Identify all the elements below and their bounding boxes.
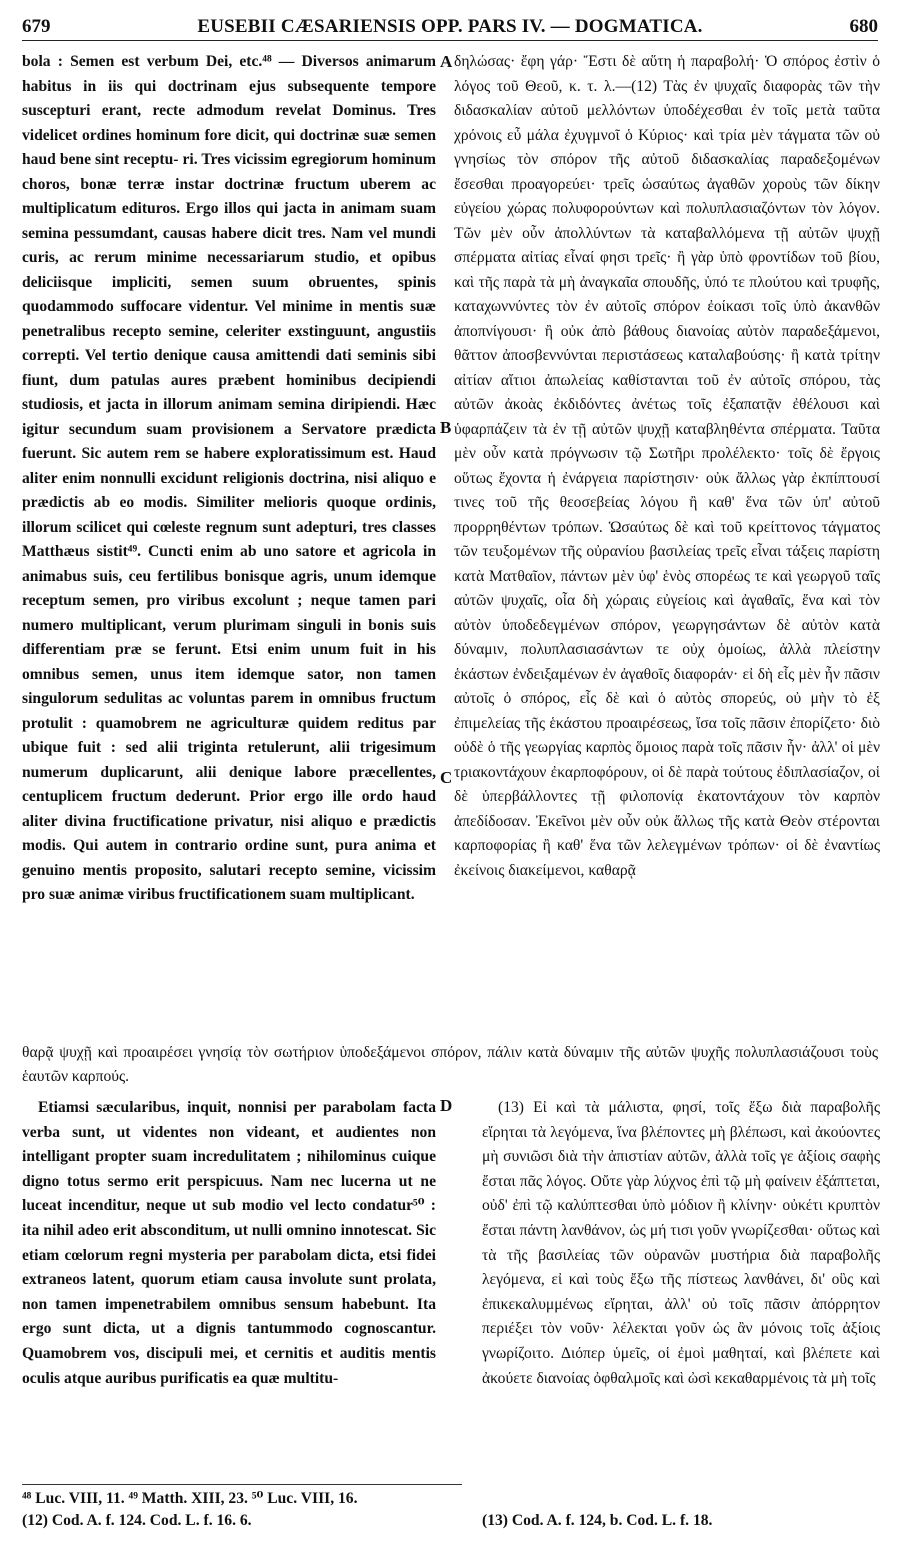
margin-marker-a: A	[440, 52, 453, 71]
latin-column	[22, 50, 436, 908]
footnote-references: ⁴⁸ Luc. VIII, 11. ⁴⁹ Matth. XIII, 23. ⁵⁰ Luc. VIII, 16.	[22, 1490, 358, 1507]
latin-column-2	[22, 1096, 436, 1391]
page-number-right: 680	[849, 16, 878, 37]
footnote-latin-source: (12) Cod. A. f. 124. Cod. L. f. 16. 6.	[22, 1512, 252, 1529]
running-head	[22, 6, 878, 41]
margin-marker-c: C	[440, 768, 453, 787]
footnote-rule	[22, 1484, 462, 1485]
full-width-greek	[22, 1041, 878, 1089]
latin-paragraph-2: Etiamsi sæcularibus, inquit, nonnisi per parabolam facta verba sunt, ut videntes non videant, et audientes non intelligant propter suam incredulitatem ; nihilominus cuique digno totus sermo erit perspicuus. Nam nec lucerna ut ne luceat incenditur, neque ut sub modio vel lecto condatur⁵⁰ : ita nihil adeo erit absconditum, ut nulli omnino innotescat. Sic etiam cœlorum regni mysteria per parabolam dicta, etsi fidei extraneos latent, quorum etiam causa involute sunt prolata, non tamen impenetrabilem omnibus sensum habebunt. Ita ergo sunt dicta, ut a dignis tantummodo cognoscantur. Quamobrem vos, discipuli mei, et cernitis et auditis mentis oculis atque auribus purificatis ea quæ multitu-	[22, 1099, 436, 1387]
footnote-greek-source: (13) Cod. A. f. 124, b. Cod. L. f. 18.	[482, 1512, 713, 1529]
page-number-left: 679	[22, 16, 51, 37]
latin-paragraph: bola : Semen est verbum Dei, etc.⁴⁸ — Diversos animarum habitus in iis qui doctrinam ejus subsequente tempore suscepturi erant, recte admodum revelat Dominus. Tres videlicet ordines hominum fore dicit, qui doctrinæ suæ semen haud bene sint receptu- ri. Tres vicissim egregiorum hominum choros, bonæ terræ instar doctrinæ fructum uberem ac multiplicatum edituros. Ergo illos qui jacta in animam suam semina pessumdant, causas habere dicit tres. Nam vel mundi curis, ac rerum minime necessariarum studio, et opibus deliciisque impliciti, semen suum obruentes, spinis quodammodo suffocare videntur. Vel minime in mentis suæ penetralibus recepto semine, celeriter exstinguunt, angustiis correpti. Vel tertio denique causa amittendi dati seminis sibi fiunt, dum patulas aures præbent hominibus decipiendi studiosis, et jacta in illorum animam semina diripiendi. Hæc igitur secundum suam provisionem a Servatore prædicta fuerunt. Sic autem rem se habere exploratissimum est. Haud aliter enim nonnulli excidunt religionis doctrina, nisi aliquo e prædictis ab eo modis. Similiter melioris quoque ordinis, illorum scilicet qui cœleste regnum sunt adepturi, tres classes Matthæus sistit⁴⁹. Cuncti enim ab uno satore et agricola in animabus suis, ceu fertilibus bonisque agris, unum idemque receptum semen, pro viribus excolunt ; neque tamen pari numero multiplicant, verum plurimam singuli in bonis suis differentiam præ se ferunt. Etsi enim unum fuit in his omnibus semen, unus item idemque sator, non tamen singulorum sedulitas ac voluntas parem in omnibus fructum protulit : quamobrem ne agriculturæ quidem reditus par ubique fuit : sed alii triginta retulerunt, alii trigesimum numerum duplicarunt, alii denique labore præcellentes, centuplicem fructum dederunt. Prior ergo ille ordo haud aliter divina fructificatione privatur, nisi aliquo e prædictis modis. Qui autem in contrario ordine sunt, pura anima et genuino mentis proposito, salutari recepto semine, vicissim pro suæ animæ viribus fructificationem suam multiplicant.	[22, 53, 436, 903]
greek-paragraph-2: (13) Εἰ καὶ τὰ μάλιστα, φησί, τοῖς ἔξω διὰ παραβολῆς εἴρηται τὰ λεγόμενα, ἵνα βλέποντες μὴ βλέπωσι, καὶ ἀκούοντες μὴ συνιῶσι διὰ τὴν ἀπιστίαν αὐτῶν, ἀλλὰ τοῖς γε ἀξίοις σαφὴς ἔσται πᾶς λόγος. Οὔτε γὰρ λύχνος ἐπὶ τῷ μὴ φαίνειν ἐξάπτεται, οὐδ' ἐπὶ τῷ καλύπτεσθαι ὑπὸ μόδιον ἢ κλίνην· οὐκέτι κρυπτὸν ἔσται πάντη λανθάνον, ὡς μή τισι γοῦν γνωρίζεσθαι· οὕτως καὶ τὰ τῆς βασιλείας τῶν οὐρανῶν μυστήρια διὰ παραβολῆς λεγόμενα, εἰ καὶ τοὺς ἔξω τῆς πίστεως λανθάνει, δι' οὓς καὶ ἐπικεκαλυμμένως εἴρηται, ἀλλ' οὐ τοῖς πᾶσιν ἀπόρρητον περιέξει τὸν νοῦν· λέλεκται γοῦν ὡς ἂν μόνοις τοῖς ἀξίοις γνωρίζοιτο. Διόπερ ὑμεῖς, οἱ ἐμοὶ μαθηταί, καὶ βλέπετε καὶ ἀκούετε διανοίας ὀφθαλμοῖς καὶ ὠσὶ κεκαθαρμένοις τὰ μὴ τοῖς	[482, 1099, 880, 1387]
footnotes-latin	[22, 1488, 462, 1532]
greek-column-2	[482, 1096, 880, 1391]
greek-column	[454, 50, 880, 883]
greek-continuation: θαρᾷ ψυχῇ καὶ προαιρέσει γνησίᾳ τὸν σωτήριον ὑποδεξάμενοι σπόρον, πάλιν κατὰ δύναμιν τῆς αὐτῶν ψυχῆς πολυπλασιάζουσι τοὺς ἑαυτῶν καρπούς.	[22, 1044, 878, 1085]
page-title: EUSEBII CÆSARIENSIS OPP. PARS IV. — DOGMATICA.	[197, 16, 703, 37]
margin-marker-d: D	[440, 1096, 453, 1115]
greek-paragraph: δηλώσας· ἔφη γάρ· Ἔστι δὲ αὕτη ἡ παραβολή· Ὁ σπόρος ἐστὶν ὁ λόγος τοῦ Θεοῦ, κ. τ. λ.—(12) Τὰς ἐν ψυχαῖς διαφορὰς τῶν τὴν διδασκαλίαν αὐτοῦ μελλόντων ὑποδέχεσθαι ἐν τοῖς μετὰ ταῦτα χρόνοις εὖ μάλα ἐχυγμνοῖ ὁ Κύριος· καὶ τρία μὲν τάγματα τῶν οὐ γνησίως τὸν σπόρον τῆς αὐτοῦ διδασκαλίας παραδεξομένων ἔσεσθαι προαγορεύει· τρεῖς ὡσαύτως ἀγαθῶν χοροὺς τῶν δίκην εὐγείου χώρας πολυφορούντων καὶ πολυπλασιαζόντων τὸν λόγον. Τῶν μὲν οὖν ἀπολλύντων τὰ καταβαλλόμενα τῇ αὐτῶν ψυχῇ σπέρματα αἰτίας εἶναί φησι τρεῖς· ἢ γὰρ ὑπὸ φροντίδων τοῦ βίου, καὶ τῆς παρὰ τὰ μὴ ἀναγκαῖα σπουδῆς, ὑπό τε πλούτου καὶ τρυφῆς, καταχωννύντες τὸν ἐν αὐτοῖς σπόρον ἐοίκασι τοῖς ὑπὸ ἀκανθῶν ἀποπνίγουσι· ἢ οὐκ ἀπὸ βάθους διανοίας αὐτὸν παραδεξάμενοι, θᾶττον ἀποσβεννύνται περιστάσεως καταλαβούσης· ἢ κατὰ τρίτην αἰτίαν αἴτιοι ἀπωλείας καθίστανται τοῦ ἐν αὐτοῖς σπόρου, τὰς αὐτῶν ἀκοὰς ἐκδιδόντες ἀνέτως τοῖς ἐξαπατᾷν ἐθέλουσι καὶ ὑφαρπάζειν τὰ ἐν τῇ αὐτῶν ψυχῇ καταβληθέντα σπέρματα. Ταῦτα μὲν οὖν κατὰ πρόγνωσιν τῷ Σωτῆρι προλέλεκτο· τοῖς δὲ ἔργοις οὕτως ἔχοντα ἡ ἐνάργεια παρίστησιν· οὐκ ἄλλως γὰρ ἐκπίπτουσί τινες τοῦ τῆς θεοσεβείας λόγου ἢ καθ' ἕνα τῶν ὑπ' αὐτοῦ προρρηθέντων τρόπων. Ὡσαύτως δὲ καὶ τοῦ κρείττονος τάγματος τῶν τευξομένων τῆς οὐρανίου βασιλείας τρεῖς εἶναι τάξεις παρίστη κατὰ Ματθαῖον, πάντων μὲν ὑφ' ἑνὸς σπορέως τε καὶ γεωργοῦ ταῖς αὐτῶν ψυχαῖς, οἷα δὴ χώραις εὐγείοις καὶ ἀγαθαῖς, ἕνα καὶ τὸν αὐτὸν ὑποδεδεγμένων σπόρον, γεωργησάντων δὲ αὐτὸν κατὰ δύναμιν, πολυπλασιασάντων τε οὐχ ὁμοίως, ἀλλὰ πλείστην ἑκάστων ἐνδειξαμένων ἐν ἀγαθοῖς διαφοράν· εἰ δὴ εἷς μὲν ἦν πᾶσιν αὐτοῖς ὁ σπόρος, εἷς δὲ καὶ ὁ αὐτὸς σπορεύς, οὐ μὴν τὸ ἐξ ἐπιμελείας τῆς ἑκάστου προαιρέσεως, ἴσα τοῖς πᾶσιν ἐπορίζετο· διὸ οὐδὲ ὁ τῆς γεωργίας καρπὸς ὅμοιος παρὰ τοῖς πᾶσιν ἦν· ἀλλ' οἱ μὲν τριακοντάχουν ἐκαρποφόρουν, οἱ δὲ παρὰ τούτους ἐδιπλασίαζον, οἱ δὲ ὑπερβάλλοντες τῇ φιλοπονίᾳ ἑκατοντάχουν τὸν καρπὸν ἀπεδίδοσαν. Ἐκεῖνοι μὲν οὖν οὐκ ἄλλως τῆς κατὰ Θεὸν στέρονται καρποφορίας ἢ καθ' ἕνα τῶν λελεγμένων τρόπων· οἱ δὲ ἐναντίως ἐκείνοις διακείμενοι, καθαρᾷ	[454, 53, 880, 879]
margin-marker-b: B	[440, 418, 452, 437]
